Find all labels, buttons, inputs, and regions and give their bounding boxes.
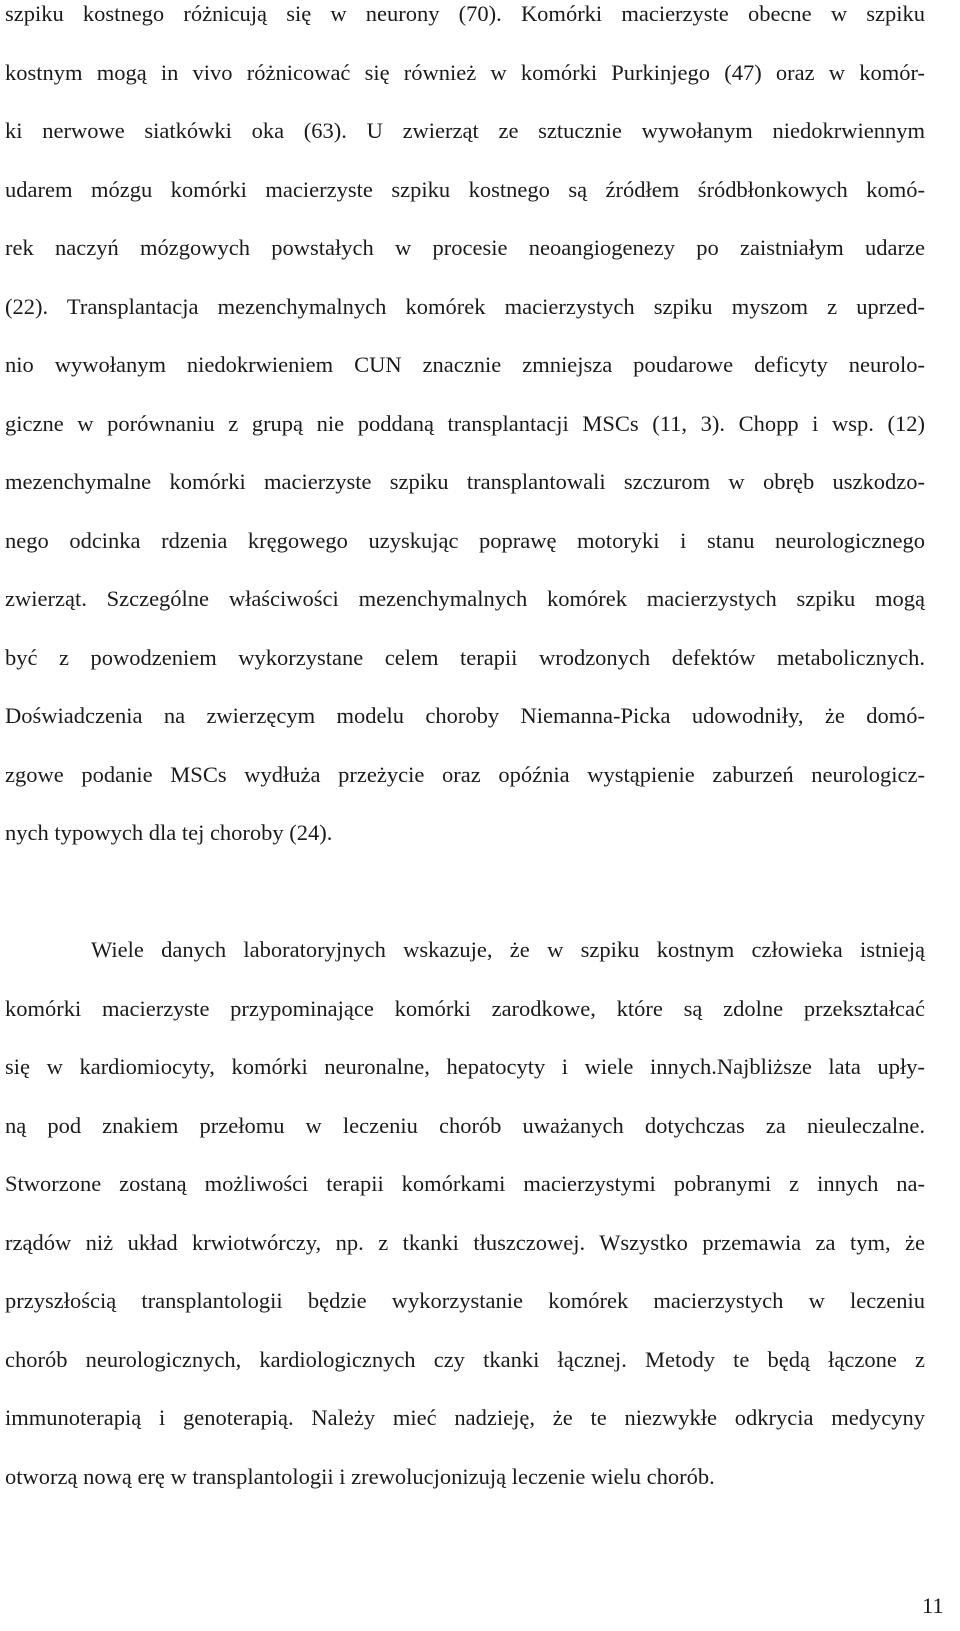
text-line: (22). Transplantacja mezenchymalnych komórek macierzystych szpiku myszom z uprzed- (5, 294, 925, 319)
text-line: Stworzone zostaną możliwości terapii komórkami macierzystymi pobranymi z innych na- (5, 1171, 925, 1196)
text-line: kostnym mogą in vivo różnicować się również w komórki Purkinjego (47) oraz w komór- (5, 60, 925, 85)
text-line: giczne w porównaniu z grupą nie poddaną transplantacji MSCs (11, 3). Chopp i wsp. (12) (5, 411, 925, 436)
text-line: udarem mózgu komórki macierzyste szpiku kostnego są źródłem śródbłonkowych komó- (5, 177, 925, 202)
text-line: być z powodzeniem wykorzystane celem terapii wrodzonych defektów metabolicznych. (5, 645, 925, 670)
text-line: immunoterapią i genoterapią. Należy mieć nadzieję, że te niezwykłe odkrycia medycyny (5, 1405, 925, 1430)
text-line: Wiele danych laboratoryjnych wskazuje, że w szpiku kostnym człowieka istnieją (91, 937, 925, 962)
text-line: ki nerwowe siatkówki oka (63). U zwierząt ze sztucznie wywołanym niedokrwiennym (5, 118, 925, 143)
text-line: Doświadczenia na zwierzęcym modelu choroby Niemanna-Picka udowodniły, że domó- (5, 703, 925, 728)
text-line: nio wywołanym niedokrwieniem CUN znacznie zmniejsza poudarowe deficyty neurolo- (5, 352, 925, 377)
text-line: przyszłością transplantologii będzie wykorzystanie komórek macierzystych w leczeniu (5, 1288, 925, 1313)
text-line: zwierząt. Szczególne właściwości mezenchymalnych komórek macierzystych szpiku mogą (5, 586, 925, 611)
page-number: 11 (922, 1593, 944, 1618)
text-line: zgowe podanie MSCs wydłuża przeżycie oraz opóźnia wystąpienie zaburzeń neurologicz- (5, 762, 925, 787)
text-line: mezenchymalne komórki macierzyste szpiku transplantowali szczurom w obręb uszkodzo- (5, 469, 925, 494)
text-line: rek naczyń mózgowych powstałych w procesie neoangiogenezy po zaistniałym udarze (5, 235, 925, 260)
text-line: rządów niż układ krwiotwórczy, np. z tkanki tłuszczowej. Wszystko przemawia za tym, że (5, 1230, 925, 1255)
text-line: nego odcinka rdzenia kręgowego uzyskując poprawę motoryki i stanu neurologicznego (5, 528, 925, 553)
text-line: chorób neurologicznych, kardiologicznych czy tkanki łącznej. Metody te będą łączone z (5, 1347, 925, 1372)
text-line: nych typowych dla tej choroby (24). (5, 820, 333, 845)
text-line: ną pod znakiem przełomu w leczeniu chorób uważanych dotychczas za nieuleczalne. (5, 1113, 925, 1138)
text-line: szpiku kostnego różnicują się w neurony (70). Komórki macierzyste obecne w szpiku (5, 1, 925, 26)
text-line: się w kardiomiocyty, komórki neuronalne, hepatocyty i wiele innych.Najbliższe lata upły- (5, 1054, 925, 1079)
text-line: komórki macierzyste przypominające komórki zarodkowe, które są zdolne przekształcać (5, 996, 925, 1021)
text-line: otworzą nową erę w transplantologii i zrewolucjonizują leczenie wielu chorób. (5, 1464, 715, 1489)
